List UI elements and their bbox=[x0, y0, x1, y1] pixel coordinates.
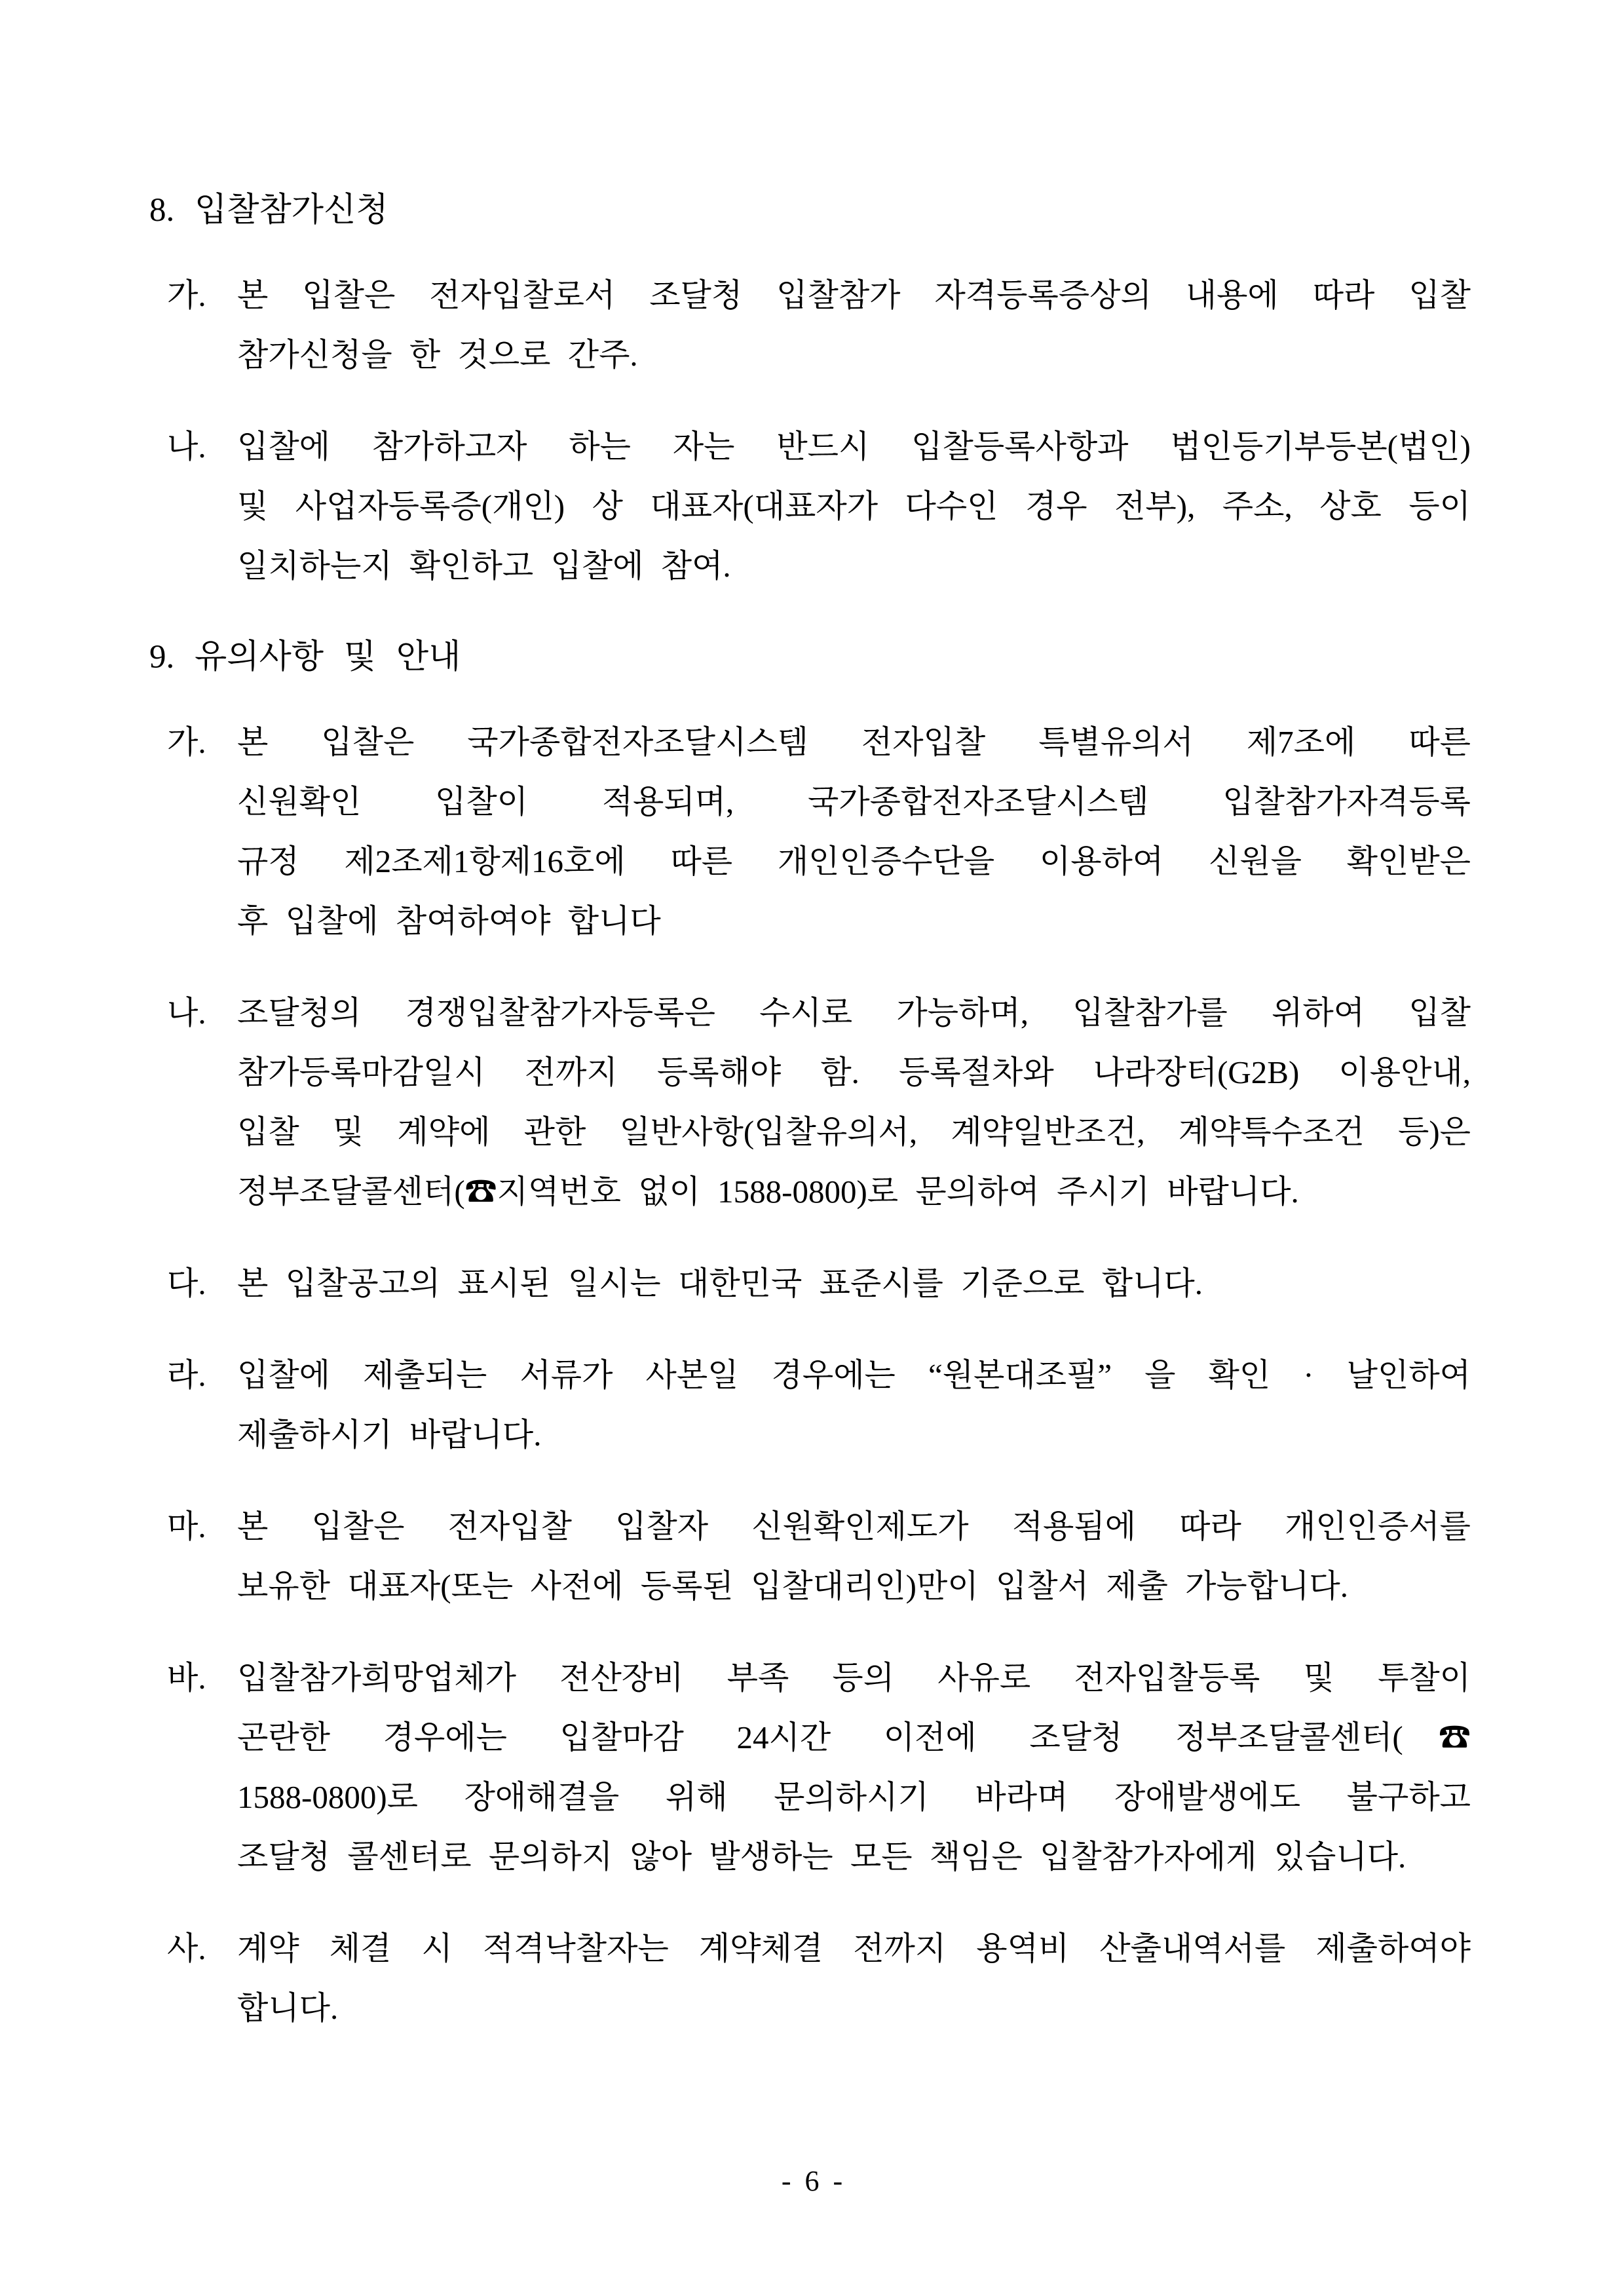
text-line: 입찰참가희망업체가 전산장비 부족 등의 사유로 전자입찰등록 및 투찰이 bbox=[237, 1660, 1471, 1696]
text-line: 입찰에 참가하고자 하는 자는 반드시 입찰등록사항과 법인등기부등본(법인) bbox=[237, 429, 1471, 465]
text-line: 곤란한 경우에는 입찰마감 24시간 이전에 조달청 정부조달콜센터(☎ bbox=[237, 1719, 1471, 1755]
text-line: 본 입찰은 국가종합전자조달시스템 전자입찰 특별유의서 제7조에 따른 bbox=[237, 724, 1471, 760]
list-item bbox=[167, 417, 1471, 596]
item-text bbox=[237, 1345, 1471, 1464]
item-text bbox=[237, 265, 1471, 385]
page-number: - 6 - bbox=[781, 2165, 843, 2197]
section-items bbox=[0, 265, 1624, 596]
text-line: 후 입찰에 참여하여야 합니다 bbox=[237, 903, 661, 939]
list-item bbox=[167, 265, 1471, 385]
text-line: 입찰에 제출되는 서류가 사본일 경우에는 “원본대조필” 을 확인 · 날인하여 bbox=[237, 1357, 1471, 1393]
item-marker: 바. bbox=[167, 1660, 206, 1696]
document-body bbox=[0, 181, 1624, 2070]
section-heading: 9. 유의사항 및 안내 bbox=[149, 639, 461, 676]
item-text bbox=[237, 1648, 1471, 1886]
text-line: 본 입찰은 전자입찰로서 조달청 입찰참가 자격등록증상의 내용에 따라 입찰 bbox=[237, 277, 1471, 313]
text-line: 및 사업자등록증(개인) 상 대표자(대표자가 다수인 경우 전부), 주소, 상호 등이 bbox=[237, 488, 1471, 524]
item-text bbox=[237, 1919, 1471, 2038]
section-heading: 8. 입찰참가신청 bbox=[149, 192, 388, 229]
item-marker: 라. bbox=[167, 1357, 206, 1393]
list-item bbox=[167, 1919, 1471, 2038]
text-line: 참가신청을 한 것으로 간주. bbox=[237, 337, 638, 373]
list-item bbox=[167, 1497, 1471, 1616]
item-marker: 가. bbox=[167, 277, 206, 313]
text-line: 조달청 콜센터로 문의하지 않아 발생하는 모든 책임은 입찰참가자에게 있습니다. bbox=[237, 1839, 1407, 1875]
list-item bbox=[167, 1345, 1471, 1464]
text-line: 정부조달콜센터(☎지역번호 없이 1588-0800)로 문의하여 주시기 바랍니다. bbox=[237, 1174, 1299, 1210]
item-marker: 다. bbox=[167, 1265, 206, 1301]
item-text bbox=[237, 417, 1471, 596]
text-line: 제출하시기 바랍니다. bbox=[237, 1417, 542, 1453]
text-line: 본 입찰공고의 표시된 일시는 대한민국 표준시를 기준으로 합니다. bbox=[237, 1265, 1203, 1301]
text-line: 참가등록마감일시 전까지 등록해야 함. 등록절차와 나라장터(G2B) 이용안내, bbox=[237, 1054, 1471, 1090]
text-line: 일치하는지 확인하고 입찰에 참여. bbox=[237, 548, 731, 584]
list-item bbox=[167, 1253, 1471, 1313]
item-marker: 나. bbox=[167, 429, 206, 465]
item-text bbox=[237, 983, 1471, 1221]
list-item bbox=[167, 1648, 1471, 1886]
text-line: 조달청의 경쟁입찰참가자등록은 수시로 가능하며, 입찰참가를 위하여 입찰 bbox=[237, 995, 1471, 1031]
text-line: 계약 체결 시 적격낙찰자는 계약체결 전까지 용역비 산출내역서를 제출하여야 bbox=[237, 1930, 1471, 1966]
text-line: 신원확인 입찰이 적용되며, 국가종합전자조달시스템 입찰참가자격등록 bbox=[237, 784, 1471, 820]
text-line: 규정 제2조제1항제16호에 따른 개인인증수단을 이용하여 신원을 확인받은 bbox=[237, 843, 1471, 879]
list-item bbox=[167, 712, 1471, 951]
section-items bbox=[0, 712, 1624, 2038]
text-line: 1588-0800)로 장애해결을 위해 문의하시기 바라며 장애발생에도 불구하고 bbox=[237, 1779, 1471, 1815]
item-marker: 가. bbox=[167, 724, 206, 760]
item-text bbox=[237, 712, 1471, 951]
list-item bbox=[167, 983, 1471, 1221]
text-line: 보유한 대표자(또는 사전에 등록된 입찰대리인)만이 입찰서 제출 가능합니다. bbox=[237, 1568, 1348, 1604]
section bbox=[0, 628, 1624, 2038]
item-marker: 마. bbox=[167, 1508, 206, 1544]
item-marker: 나. bbox=[167, 995, 206, 1031]
text-line: 본 입찰은 전자입찰 입찰자 신원확인제도가 적용됨에 따라 개인인증서를 bbox=[237, 1508, 1471, 1544]
text-line: 합니다. bbox=[237, 1990, 339, 2026]
item-text bbox=[237, 1253, 1471, 1313]
text-line: 입찰 및 계약에 관한 일반사항(입찰유의서, 계약일반조건, 계약특수조건 등)은 bbox=[237, 1114, 1471, 1150]
section bbox=[0, 181, 1624, 596]
item-marker: 사. bbox=[167, 1930, 206, 1966]
item-text bbox=[237, 1497, 1471, 1616]
